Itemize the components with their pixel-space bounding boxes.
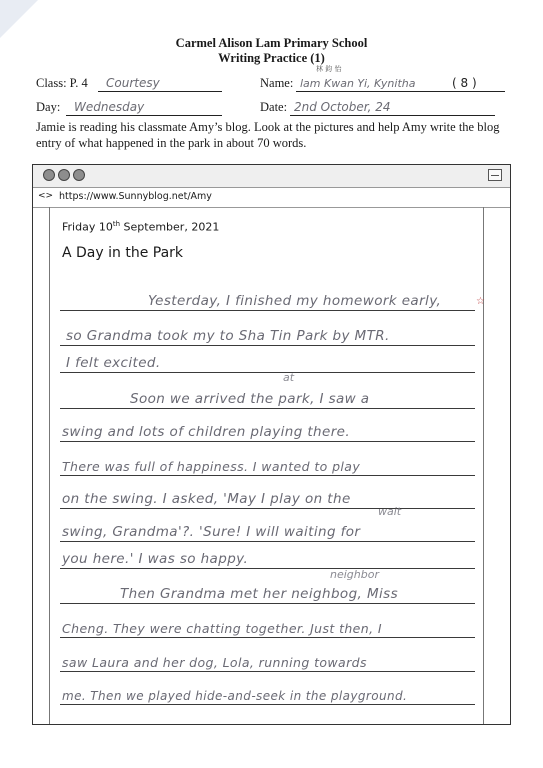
- name-label: Name:: [260, 76, 294, 90]
- instructions-text: Jamie is reading his classmate Amy’s blog. Look at the pictures and help Amy write the blog entry of what happened in the park in about 70 words.: [36, 120, 500, 150]
- writing-line-3: I felt excited.: [60, 349, 475, 373]
- writing-line-8: swing, Grandma'?. 'Sure! I will waiting for: [60, 518, 475, 542]
- school-name: Carmel Alison Lam Primary School: [175, 36, 368, 50]
- day-underline: [66, 115, 222, 116]
- correction-at: at: [283, 371, 295, 384]
- class-label: Class: P. 4: [36, 76, 88, 90]
- class-value: Courtesy: [106, 76, 160, 90]
- day-value: Wednesday: [74, 100, 145, 114]
- name-value: lam Kwan Yi, Kynitha: [300, 77, 416, 90]
- writing-line-5: swing and lots of children playing there.: [60, 418, 475, 442]
- writing-line-12: saw Laura and her dog, Lola, running towards: [60, 648, 475, 672]
- blog-browser-window: [32, 164, 511, 725]
- day-label: Day:: [36, 100, 61, 114]
- date-label: Date:: [260, 100, 288, 114]
- address-bar: [33, 187, 510, 208]
- window-dot-maximize: [73, 169, 85, 181]
- class-field: [36, 72, 222, 92]
- browser-title-bar: [33, 165, 510, 188]
- worksheet-title: Writing Practice (1): [218, 51, 325, 65]
- writing-line-13: me. Then we played hide-and-seek in the playground.: [60, 681, 475, 705]
- window-dot-minimize: [58, 169, 70, 181]
- class-underline: [98, 91, 222, 92]
- date-underline: [290, 115, 495, 116]
- writing-line-10: Then Grandma met her neighbog, Miss: [60, 580, 475, 604]
- page-corner-fold: [0, 0, 38, 38]
- teacher-star-mark: ☆: [476, 296, 485, 307]
- minimize-icon: [488, 169, 502, 181]
- writing-line-4: Soon we arrived the park, I saw a: [60, 385, 475, 409]
- writing-line-1: Yesterday, I finished my homework early,: [60, 287, 475, 311]
- writing-line-11: Cheng. They were chatting together. Just then, I: [60, 614, 475, 638]
- correction-neighbor: neighbor: [330, 568, 379, 581]
- name-chinese-hint: 林 鈞 怡: [316, 65, 342, 73]
- window-dot-close: [43, 169, 55, 181]
- writing-line-6: There was full of happiness. I wanted to play: [60, 452, 475, 476]
- writing-line-9: you here.' I was so happy.: [60, 545, 475, 569]
- writing-line-7: on the swing. I asked, 'May I play on the: [60, 485, 475, 509]
- day-field: [36, 96, 222, 116]
- correction-wait: wait: [378, 505, 402, 518]
- date-value: 2nd October, 24: [294, 100, 391, 114]
- url-text: https://www.Sunnyblog.net/Amy: [59, 191, 212, 202]
- name-field: [260, 72, 505, 92]
- date-field: [260, 96, 495, 116]
- name-underline: [296, 91, 505, 92]
- nav-arrows-icon: <>: [38, 191, 54, 201]
- blog-date: Friday 10th September, 2021: [62, 220, 220, 234]
- blog-title: A Day in the Park: [62, 245, 184, 261]
- writing-line-2: so Grandma took my to Sha Tin Park by MTR.: [60, 322, 475, 346]
- class-number: ( 8 ): [452, 76, 477, 90]
